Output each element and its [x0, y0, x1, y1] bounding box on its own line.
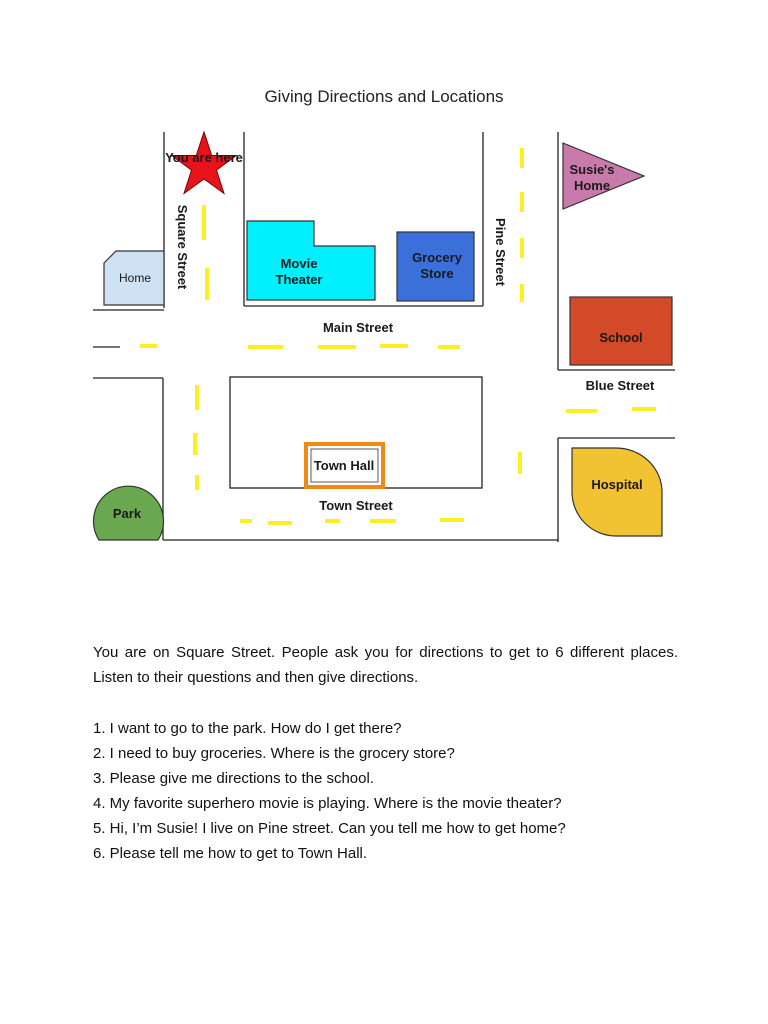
list-item: 2. I need to buy groceries. Where is the grocery store? [93, 745, 455, 762]
school-label: School [599, 330, 643, 345]
susies-home-label-line1: Susie's [569, 162, 615, 177]
list-item: 6. Please tell me how to get to Town Hall. [93, 845, 368, 862]
movie-theater-label-line1: Movie [280, 256, 318, 271]
town-hall-label: Town Hall [313, 458, 375, 473]
pine-street-label: Pine Street [493, 218, 508, 286]
you-are-here-label: You are here [165, 150, 243, 165]
intro-paragraph: You are on Square Street. People ask you for directions to get to 6 different places. Listen to their questions and then give directions. [93, 644, 678, 686]
hospital-label: Hospital [591, 477, 643, 492]
town-street-label: Town Street [319, 498, 393, 513]
question-list [93, 716, 678, 866]
grocery-store-label-line1: Grocery [412, 250, 462, 265]
list-item: 4. My favorite superhero movie is playing. Where is the movie theater? [93, 795, 562, 812]
hospital-building [572, 448, 662, 536]
grocery-store-label-line2: Store [420, 266, 454, 281]
home-label: Home [118, 271, 152, 285]
list-item: 1. I want to go to the park. How do I get there? [93, 720, 402, 737]
movie-theater-label-line2: Theater [275, 272, 323, 287]
list-item: 3. Please give me directions to the school. [93, 770, 374, 787]
park-label: Park [112, 506, 142, 521]
blue-street-label: Blue Street [585, 378, 655, 393]
susies-home-label-line2: Home [573, 178, 611, 193]
main-street-label: Main Street [322, 320, 394, 335]
page-title: Giving Directions and Locations [264, 87, 504, 106]
square-street-label: Square Street [175, 204, 190, 290]
list-item: 5. Hi, I’m Susie! I live on Pine street. Can you tell me how to get home? [93, 820, 566, 837]
